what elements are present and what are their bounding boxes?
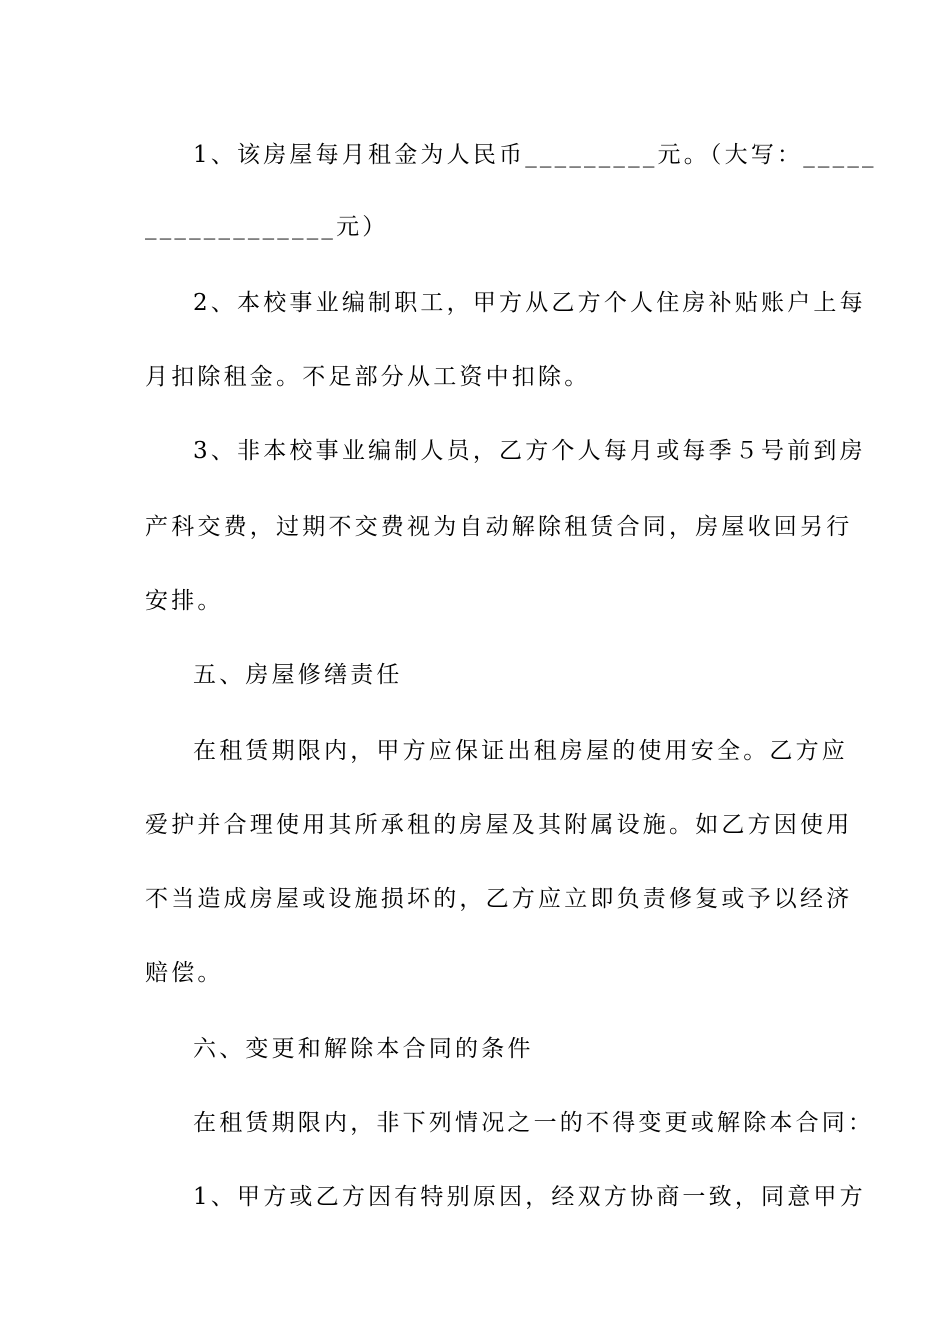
section-6-intro-line: 在租赁期限内，非下列情况之一的不得变更或解除本合同： — [193, 1110, 875, 1136]
clause-3-line-2: 产科交费，过期不交费视为自动解除租赁合同，房屋收回另行 — [145, 514, 853, 540]
section-5-para-line-2: 爱护并合理使用其所承租的房屋及其附属设施。如乙方因使用 — [145, 812, 853, 838]
section-6-item-1-line: 1、甲方或乙方因有特别原因，经双方协商一致，同意甲方 — [193, 1184, 866, 1210]
section-6-heading: 六、变更和解除本合同的条件 — [193, 1036, 534, 1062]
section-5-para-line-4: 赔偿。 — [145, 960, 224, 986]
clause-2-line-1: 2、本校事业编制职工，甲方从乙方个人住房补贴账户上每 — [193, 290, 866, 316]
section-5-para-line-1: 在租赁期限内，甲方应保证出租房屋的使用安全。乙方应 — [193, 738, 848, 764]
section-5-heading: 五、房屋修缮责任 — [193, 662, 403, 688]
rent-amount-uppercase-line: _____________元） — [145, 214, 389, 240]
clause-3-line-1: 3、非本校事业编制人员，乙方个人每月或每季５号前到房 — [193, 438, 866, 464]
rent-amount-line: 1、该房屋每月租金为人民币_________元。（大写：_____ — [193, 142, 877, 168]
section-5-para-line-3: 不当造成房屋或设施损坏的，乙方应立即负责修复或予以经济 — [145, 886, 853, 912]
clause-2-line-2: 月扣除租金。不足部分从工资中扣除。 — [145, 364, 591, 390]
clause-3-line-3: 安排。 — [145, 588, 224, 614]
